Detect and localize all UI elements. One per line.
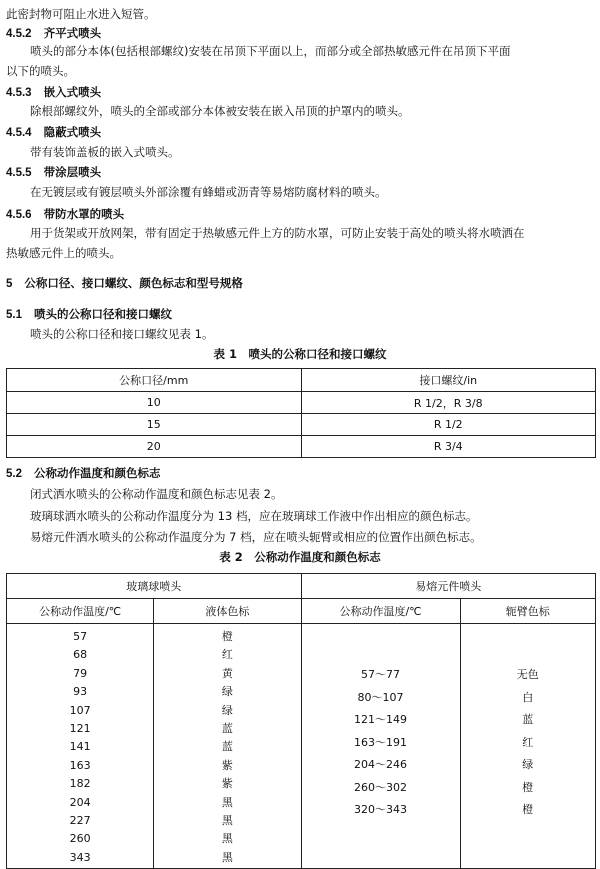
- glass-temp-value: 343: [69, 850, 91, 864]
- table-cell: 15: [7, 414, 302, 436]
- section-title: 带防水罩的喷头: [43, 207, 125, 221]
- glass-color-value: 紫: [221, 777, 233, 791]
- section-heading-4-5-5: [6, 164, 101, 181]
- section-heading-5: [6, 275, 243, 292]
- section-number: 4.5.4: [6, 127, 32, 139]
- table-row: [7, 624, 596, 869]
- section-number: 4.5.6: [6, 209, 32, 221]
- glass-temp-value: 121: [69, 722, 91, 736]
- section-heading-4-5-6: [6, 206, 124, 223]
- fusible-temp-value: 163～191: [354, 735, 407, 749]
- glass-temp-value: 227: [69, 814, 91, 828]
- glass-temp-value: 163: [69, 758, 91, 772]
- table-header-cell: 轭臂色标: [460, 599, 595, 624]
- table1-caption: 表 1 喷头的公称口径和接口螺纹: [213, 347, 387, 361]
- fusible-temp-value: 80～107: [357, 690, 404, 704]
- glass-temp-value: 107: [69, 703, 91, 717]
- table-row: [7, 392, 596, 414]
- paragraph-line: 以下的喷头。: [6, 64, 75, 78]
- glass-color-value: 黑: [221, 850, 233, 864]
- paragraph-line: 用于货架或开放网架，带有固定于热敏感元件上方的防水罩，可防止安装于高处的喷头将水喷洒在: [30, 226, 525, 240]
- section-title: 隐蔽式喷头: [43, 125, 102, 139]
- glass-temp-value: 260: [69, 832, 91, 846]
- section-number: 4.5.5: [6, 167, 32, 179]
- table-cell: R 1/2，R 3/8: [301, 392, 596, 414]
- paragraph-line: 闭式洒水喷头的公称动作温度和颜色标志见表 2。: [30, 487, 283, 501]
- fusible-temp-value: 204～246: [354, 758, 407, 771]
- section-title: 带涂层喷头: [43, 165, 102, 179]
- glass-temp-column: [7, 624, 154, 869]
- section-number: 4.5.2: [6, 28, 32, 40]
- table-cell: 10: [7, 392, 302, 414]
- table1: [6, 368, 596, 458]
- paragraph-line: 在无镀层或有镀层喷头外部涂覆有蜂蜡或沥青等易熔防腐材料的喷头。: [30, 185, 387, 199]
- table-row: [7, 414, 596, 436]
- fusible-temp-list: [302, 664, 460, 822]
- table-cell: R 3/4: [301, 436, 596, 458]
- table-header-cell: 液体色标: [154, 599, 301, 624]
- glass-temp-value: 57: [73, 630, 88, 643]
- glass-color-list: [154, 628, 300, 867]
- table-header-cell: 公称动作温度/℃: [7, 599, 154, 624]
- glass-temp-value: 79: [73, 666, 88, 680]
- glass-color-value: 蓝: [221, 722, 233, 736]
- fusible-color-value: 绿: [522, 758, 534, 771]
- glass-color-value: 紫: [221, 758, 233, 772]
- fusible-temp-value: 260～302: [354, 780, 407, 794]
- glass-color-value: 蓝: [221, 740, 233, 754]
- fusible-temp-column: [301, 624, 460, 869]
- section-heading-5-1: [6, 306, 172, 323]
- section-number: 5.1: [6, 309, 22, 321]
- section-number: 5.2: [6, 468, 22, 480]
- table-group-header: 玻璃球喷头: [7, 574, 302, 599]
- fusible-color-value: 橙: [522, 780, 534, 794]
- table-cell: 20: [7, 436, 302, 458]
- section-title: 嵌入式喷头: [43, 85, 102, 99]
- table2-caption: 表 2 公称动作温度和颜色标志: [219, 550, 381, 564]
- fusible-color-value: 无色: [516, 668, 539, 681]
- glass-temp-value: 204: [69, 795, 91, 809]
- glass-color-value: 黑: [221, 795, 233, 809]
- fusible-temp-value: 57～77: [361, 668, 400, 681]
- fusible-color-column: [460, 624, 595, 869]
- section-title: 齐平式喷头: [43, 26, 102, 40]
- table-header-cell: 公称口径/mm: [7, 369, 302, 392]
- table-group-header-row: [7, 574, 596, 599]
- fusible-temp-value: 121～149: [354, 713, 407, 726]
- glass-color-value: 黄: [221, 666, 233, 680]
- glass-temp-value: 93: [73, 685, 88, 699]
- paragraph-line: 易熔元件洒水喷头的公称动作温度分为 7 档，应在喷头轭臂或相应的位置作出颜色标志。: [30, 530, 482, 544]
- glass-color-column: [154, 624, 301, 869]
- fusible-color-value: 蓝: [522, 713, 534, 726]
- section-heading-4-5-3: [6, 84, 101, 101]
- fusible-color-value: 白: [522, 690, 534, 704]
- table-header-row: [7, 599, 596, 624]
- glass-color-value: 黑: [221, 814, 233, 828]
- section-heading-5-2: [6, 465, 161, 482]
- table-row: [7, 436, 596, 458]
- paragraph-line: 喷头的公称口径和接口螺纹见表 1。: [30, 327, 214, 341]
- glass-temp-value: 182: [69, 777, 91, 791]
- fusible-temp-value: 320～343: [354, 803, 407, 816]
- section-title: 公称动作温度和颜色标志: [34, 466, 161, 480]
- section-number: 5: [6, 278, 13, 290]
- paragraph-line: 热敏感元件上的喷头。: [6, 246, 121, 260]
- glass-color-value: 黑: [221, 832, 233, 846]
- glass-temp-list: [7, 628, 153, 867]
- section-title: 公称口径、接口螺纹、颜色标志和型号规格: [24, 276, 243, 290]
- fusible-color-value: 红: [522, 735, 534, 749]
- glass-temp-value: 141: [69, 740, 91, 754]
- section-number: 4.5.3: [6, 87, 32, 99]
- section-heading-4-5-4: [6, 124, 101, 141]
- glass-color-value: 红: [221, 648, 233, 662]
- paragraph-line: 玻璃球洒水喷头的公称动作温度分为 13 档，应在玻璃球工作液中作出相应的颜色标志。: [30, 509, 478, 523]
- paragraph-line: 喷头的部分本体(包括根部螺纹)安装在吊顶下平面以上，而部分或全部热敏感元件在吊顶下平面: [30, 44, 511, 58]
- paragraph-line: 带有装饰盖板的嵌入式喷头。: [30, 145, 180, 159]
- table-header-row: [7, 369, 596, 392]
- table-cell: R 1/2: [301, 414, 596, 436]
- section-title: 喷头的公称口径和接口螺纹: [34, 307, 173, 321]
- table-group-header: 易熔元件喷头: [301, 574, 596, 599]
- section-heading-4-5-2: [6, 25, 101, 42]
- glass-temp-value: 68: [73, 648, 88, 662]
- fusible-color-value: 橙: [522, 803, 534, 816]
- glass-color-value: 橙: [221, 630, 233, 643]
- table-header-cell: 接口螺纹/in: [301, 369, 596, 392]
- table2: [6, 573, 596, 869]
- fusible-color-list: [461, 664, 595, 822]
- table-header-cell: 公称动作温度/℃: [301, 599, 460, 624]
- paragraph-line: 除根部螺纹外，喷头的全部或部分本体被安装在嵌入吊顶的护罩内的喷头。: [30, 104, 410, 118]
- glass-color-value: 绿: [221, 685, 233, 699]
- text-line: 此密封物可阻止水进入短管。: [6, 7, 156, 21]
- glass-color-value: 绿: [221, 703, 233, 717]
